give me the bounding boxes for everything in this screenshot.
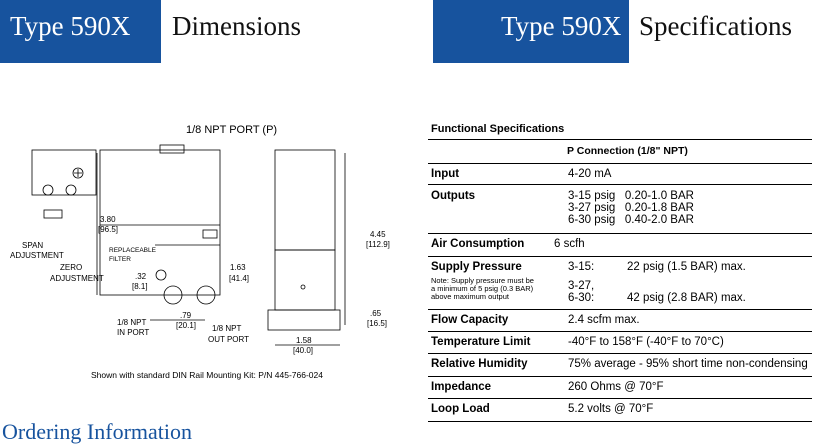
input-label: Input: [431, 168, 460, 180]
supply-note-3: above maximum output: [431, 292, 509, 301]
adjustment-label-1: ADJUSTMENT: [10, 251, 64, 260]
filter-icon: [156, 270, 166, 280]
dim-380: 3.80: [100, 215, 116, 224]
zero-screw-icon: [66, 185, 76, 195]
span-label: SPAN: [22, 241, 44, 250]
port-label: 1/8 NPT PORT (P): [186, 124, 278, 136]
replaceable-label: REPLACEABLE: [109, 247, 156, 254]
table-row: [428, 376, 812, 398]
outputs-line-3: 6-30 psig 0.40-2.0 BAR: [568, 214, 694, 226]
terminal-block: [44, 210, 62, 218]
flow-value: 2.4 scfm max.: [568, 314, 640, 326]
left-header-badge: Type 590X: [0, 0, 161, 63]
loop-label: Loop Load: [431, 403, 490, 415]
supply-range-2: 3-27,: [568, 280, 595, 292]
out-port-label-2: OUT PORT: [208, 335, 250, 344]
dim-445: 4.45: [370, 230, 386, 239]
flow-label: Flow Capacity: [431, 314, 509, 326]
air-label: Air Consumption: [431, 238, 525, 250]
ordering-heading: Ordering Information: [2, 419, 192, 444]
temp-value: -40°F to 158°F (-40°F to 70°C): [568, 336, 724, 348]
dim-163: 1.63: [230, 263, 246, 272]
dim-400: [40.0]: [293, 346, 314, 355]
dim-165: [16.5]: [367, 319, 388, 328]
supply-value-1: 22 psig (1.5 BAR) max.: [627, 261, 746, 273]
outputs-label: Outputs: [431, 190, 476, 202]
temp-label: Temperature Limit: [431, 336, 531, 348]
din-rail: [268, 310, 340, 330]
column-header: P Connection (1/8" NPT): [567, 145, 688, 157]
dim-65: .65: [370, 309, 382, 318]
table-row: [428, 163, 812, 184]
table-row: [428, 184, 812, 233]
left-header-title: Dimensions: [172, 11, 302, 41]
impedance-label: Impedance: [431, 381, 492, 393]
table-row: [428, 331, 812, 353]
table-row: [428, 256, 812, 309]
outputs-line-1: 3-15 psig 0.20-1.0 BAR: [568, 190, 694, 202]
dim-79: .79: [180, 311, 192, 320]
dim-414: [41.4]: [229, 274, 250, 283]
front-view-top: [32, 150, 96, 195]
impedance-value: 260 Ohms @ 70°F: [568, 381, 664, 393]
adjustment-label-2: ADJUSTMENT: [50, 274, 104, 283]
section-title: Functional Specifications: [431, 123, 565, 135]
in-port-label-2: IN PORT: [117, 328, 150, 337]
dim-201: [20.1]: [176, 321, 197, 330]
drawing-caption: Shown with standard DIN Rail Mounting Kit: P/N 445-766-024: [91, 370, 323, 380]
outputs-line-2: 3-27 psig 0.20-1.8 BAR: [568, 202, 694, 214]
input-value: 4-20 mA: [568, 168, 612, 180]
dim-81: [8.1]: [132, 282, 148, 291]
side-view-body: [275, 150, 335, 250]
air-value: 6 scfh: [554, 238, 585, 250]
table-row: [428, 309, 812, 331]
dim-158: 1.58: [296, 336, 312, 345]
span-screw-icon: [43, 185, 53, 195]
humidity-label: Relative Humidity: [431, 358, 528, 370]
supply-note-1: Note: Supply pressure must be: [431, 276, 534, 285]
dimension-drawing: [0, 115, 420, 415]
dim-32: .32: [135, 272, 147, 281]
supply-range-1: 3-15:: [568, 261, 595, 273]
supply-range-3: 6-30:: [568, 292, 595, 304]
in-port-label-1: 1/8 NPT: [117, 318, 147, 327]
front-view-body: [100, 150, 220, 295]
table-row: [428, 398, 812, 422]
table-row: [428, 233, 812, 256]
filter-label: FILTER: [109, 256, 131, 263]
dim-965: [96.5]: [98, 225, 119, 234]
table-header-row: [428, 139, 812, 163]
right-header-badge: Type 590X: [433, 0, 629, 63]
port-nipple: [160, 145, 184, 153]
zero-label: ZERO: [60, 263, 83, 272]
table-row: [428, 353, 812, 376]
loop-value: 5.2 volts @ 70°F: [568, 403, 654, 415]
supply-label: Supply Pressure: [431, 261, 522, 273]
out-port-label-1: 1/8 NPT: [212, 324, 242, 333]
dim-1129: [112.9]: [366, 240, 390, 249]
supply-note-2: a minimum of 5 psig (0.3 BAR): [431, 284, 534, 293]
supply-value-2: 42 psig (2.8 BAR) max.: [627, 292, 746, 304]
right-header-title: Specifications: [639, 11, 792, 41]
humidity-value: 75% average - 95% short time non-condensing: [568, 358, 808, 370]
